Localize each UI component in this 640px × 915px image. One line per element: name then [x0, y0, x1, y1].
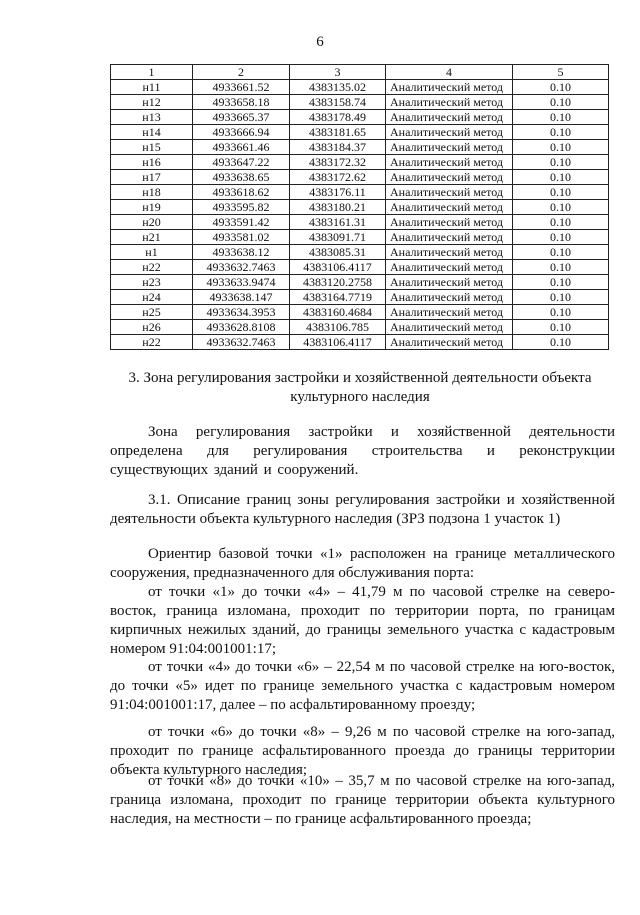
- table-cell: 4383176.11: [290, 185, 386, 200]
- table-row: [111, 155, 609, 170]
- table-cell: 0.10: [513, 155, 609, 170]
- page-number: 6: [316, 34, 324, 50]
- table-cell: н16: [111, 155, 193, 170]
- table-cell: 4383106.4117: [290, 335, 386, 350]
- table-cell: 0.10: [513, 275, 609, 290]
- table-cell: 4933581.02: [193, 230, 290, 245]
- table-cell: 4383106.4117: [290, 260, 386, 275]
- paragraph-segment-8-10: от точки «8» до точки «10» – 35,7 м по часовой стрелке на юго-запад, граница изломана, проходит по границе территории объекта культурного наследия, на местности – по границе асфальтированного проезда;: [110, 773, 615, 827]
- table-cell: н17: [111, 170, 193, 185]
- table-cell: Аналитический метод: [386, 215, 513, 230]
- table-cell: 4383158.74: [290, 95, 386, 110]
- table-cell: 0.10: [513, 200, 609, 215]
- table-cell: 4383178.49: [290, 110, 386, 125]
- table-cell: Аналитический метод: [386, 185, 513, 200]
- table-cell: 4933591.42: [193, 215, 290, 230]
- table-cell: 4933634.3953: [193, 305, 290, 320]
- table-header-cell: 2: [193, 65, 290, 80]
- table-cell: н25: [111, 305, 193, 320]
- paragraph-zone-definition: Зона регулирования застройки и хозяйственной деятельности определена для регулирования строительства и реконструкции существующих зданий и сооружений.: [110, 424, 615, 478]
- table-cell: 0.10: [513, 230, 609, 245]
- table-cell: 0.10: [513, 110, 609, 125]
- table-cell: 4933647.22: [193, 155, 290, 170]
- paragraph-subsection-title: 3.1. Описание границ зоны регулирования застройки и хозяйственной деятельности объекта культурного наследия (ЗРЗ подзона 1 участок 1): [110, 492, 615, 527]
- paragraph-base-point: Ориентир базовой точки «1» расположен на границе металлического сооружения, предназначенного для обслуживания порта:: [110, 546, 615, 581]
- table-row: [111, 110, 609, 125]
- table-cell: Аналитический метод: [386, 305, 513, 320]
- table-row: [111, 260, 609, 275]
- table-cell: 4933632.7463: [193, 335, 290, 350]
- table-cell: Аналитический метод: [386, 200, 513, 215]
- table-cell: н23: [111, 275, 193, 290]
- table-cell: 0.10: [513, 335, 609, 350]
- table-cell: 4383161.31: [290, 215, 386, 230]
- table-cell: н19: [111, 200, 193, 215]
- table-cell: 0.10: [513, 80, 609, 95]
- table-cell: н1: [111, 245, 193, 260]
- table-cell: 4383164.7719: [290, 290, 386, 305]
- table-cell: 0.10: [513, 215, 609, 230]
- table-row: [111, 170, 609, 185]
- table-row: [111, 230, 609, 245]
- table-cell: Аналитический метод: [386, 110, 513, 125]
- table-cell: 4383106.785: [290, 320, 386, 335]
- table-row: [111, 80, 609, 95]
- table-cell: н11: [111, 80, 193, 95]
- paragraph-segment-4-6: от точки «4» до точки «6» – 22,54 м по часовой стрелке на юго-восток, до точки «5» идет по границе земельного участка с кадастровым номером 91:04:001001:17, далее – по асфальтированному проезду;: [110, 659, 615, 713]
- table-cell: н12: [111, 95, 193, 110]
- table-cell: Аналитический метод: [386, 95, 513, 110]
- table-cell: Аналитический метод: [386, 335, 513, 350]
- table-row: [111, 95, 609, 110]
- table-cell: 4933638.147: [193, 290, 290, 305]
- table-cell: 4383172.32: [290, 155, 386, 170]
- table-cell: 4933595.82: [193, 200, 290, 215]
- table-cell: 4383180.21: [290, 200, 386, 215]
- table-cell: н20: [111, 215, 193, 230]
- section-heading: 3. Зона регулирования застройки и хозяйственной деятельности объекта культурного наследия: [128, 370, 592, 405]
- table-cell: 4933638.12: [193, 245, 290, 260]
- table-cell: н26: [111, 320, 193, 335]
- table-cell: 4383181.65: [290, 125, 386, 140]
- table-cell: н21: [111, 230, 193, 245]
- table-header-cell: 3: [290, 65, 386, 80]
- table-cell: 0.10: [513, 305, 609, 320]
- table-row: [111, 335, 609, 350]
- table-cell: 4933618.62: [193, 185, 290, 200]
- table-cell: Аналитический метод: [386, 125, 513, 140]
- table-row: [111, 290, 609, 305]
- table-cell: Аналитический метод: [386, 260, 513, 275]
- table-cell: Аналитический метод: [386, 140, 513, 155]
- table-row: [111, 215, 609, 230]
- table-row: [111, 320, 609, 335]
- table-cell: 4383091.71: [290, 230, 386, 245]
- table-cell: Аналитический метод: [386, 275, 513, 290]
- table-cell: 0.10: [513, 140, 609, 155]
- table-cell: 0.10: [513, 95, 609, 110]
- table-cell: 0.10: [513, 320, 609, 335]
- table-cell: н14: [111, 125, 193, 140]
- table-cell: Аналитический метод: [386, 80, 513, 95]
- table-cell: н13: [111, 110, 193, 125]
- table-cell: 0.10: [513, 245, 609, 260]
- table-row: [111, 185, 609, 200]
- table-cell: 0.10: [513, 260, 609, 275]
- table-body: [111, 80, 609, 350]
- table-cell: Аналитический метод: [386, 170, 513, 185]
- table-cell: н15: [111, 140, 193, 155]
- table-cell: 0.10: [513, 170, 609, 185]
- table-header-cell: 5: [513, 65, 609, 80]
- table-cell: 4383120.2758: [290, 275, 386, 290]
- table-cell: н22: [111, 335, 193, 350]
- paragraph-segment-6-8: от точки «6» до точки «8» – 9,26 м по часовой стрелке на юго-запад, проходит по границе асфальтированного проезда до границы территории объекта культурного наследия;: [110, 724, 615, 778]
- table-row: [111, 125, 609, 140]
- paragraph-segment-1-4: от точки «1» до точки «4» – 41,79 м по часовой стрелке на северо-восток, граница изломана, проходит по территории порта, по границам кирпичных нежилых зданий, до границы земельного участка с кадастровым номером 91:04:001001:17;: [110, 584, 615, 657]
- table-cell: 4383135.02: [290, 80, 386, 95]
- table-cell: 4933632.7463: [193, 260, 290, 275]
- table-cell: Аналитический метод: [386, 290, 513, 305]
- table-cell: 0.10: [513, 125, 609, 140]
- table-cell: 0.10: [513, 185, 609, 200]
- table-row: [111, 140, 609, 155]
- table-row: [111, 275, 609, 290]
- table-header-cell: 1: [111, 65, 193, 80]
- table-cell: н24: [111, 290, 193, 305]
- table-cell: н22: [111, 260, 193, 275]
- table-cell: Аналитический метод: [386, 320, 513, 335]
- table-cell: 4383160.4684: [290, 305, 386, 320]
- table-cell: 0.10: [513, 290, 609, 305]
- coordinates-table: [110, 64, 609, 350]
- table-row: [111, 200, 609, 215]
- table-cell: 4933665.37: [193, 110, 290, 125]
- table-header-row: [111, 65, 609, 80]
- table-cell: 4383085.31: [290, 245, 386, 260]
- table-cell: Аналитический метод: [386, 245, 513, 260]
- table-cell: 4933666.94: [193, 125, 290, 140]
- table-cell: 4933633.9474: [193, 275, 290, 290]
- table-cell: 4933628.8108: [193, 320, 290, 335]
- table-row: [111, 245, 609, 260]
- table-cell: 4933661.46: [193, 140, 290, 155]
- table-cell: 4933638.65: [193, 170, 290, 185]
- table-cell: 4933658.18: [193, 95, 290, 110]
- table-cell: 4383184.37: [290, 140, 386, 155]
- table-cell: Аналитический метод: [386, 230, 513, 245]
- table-cell: Аналитический метод: [386, 155, 513, 170]
- table-header-cell: 4: [386, 65, 513, 80]
- table-cell: 4383172.62: [290, 170, 386, 185]
- table-cell: 4933661.52: [193, 80, 290, 95]
- table-cell: н18: [111, 185, 193, 200]
- table-row: [111, 305, 609, 320]
